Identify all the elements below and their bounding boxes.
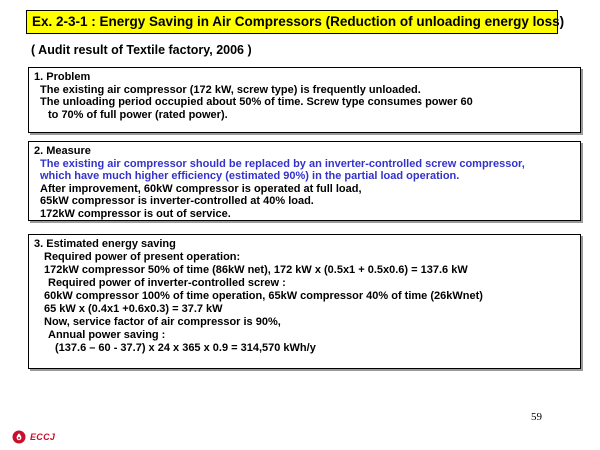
problem-line: The unloading period occupied about 50% of time. Screw type consumes power 60 xyxy=(40,96,473,108)
eccj-logo-icon xyxy=(12,430,26,444)
saving-heading: 3. Estimated energy saving xyxy=(34,238,176,250)
page-number: 59 xyxy=(531,411,542,423)
slide-title: Ex. 2-3-1 : Energy Saving in Air Compressors (Reduction of unloading energy loss) xyxy=(26,10,558,34)
measure-line: After improvement, 60kW compressor is operated at full load, xyxy=(40,182,362,195)
slide-subtitle: ( Audit result of Textile factory, 2006 ) xyxy=(31,43,252,57)
problem-line: The existing air compressor (172 kW, screw type) is frequently unloaded. xyxy=(40,83,421,96)
measure-highlight-line: The existing air compressor should be replaced by an inverter-controlled screw compressor, xyxy=(40,157,525,170)
saving-result-line: (137.6 – 60 - 37.7) x 24 x 365 x 0.9 = 314,570 kWh/y xyxy=(55,342,316,354)
saving-line: 172kW compressor 50% of time (86kW net), 172 kW x (0.5x1 + 0.5x0.6) = 137.6 kW xyxy=(44,264,468,276)
measure-highlight-line: which have much higher efficiency (estimated 90%) in the partial load operation. xyxy=(40,170,460,182)
saving-section xyxy=(28,234,581,369)
saving-line: Now, service factor of air compressor is 90%, xyxy=(44,316,281,328)
saving-line: 60kW compressor 100% of time operation, 65kW compressor 40% of time (26kWnet) xyxy=(44,290,483,302)
measure-line: 172kW compressor is out of service. xyxy=(40,207,231,220)
problem-section xyxy=(28,67,581,133)
measure-line: 65kW compressor is inverter-controlled at 40% load. xyxy=(40,195,314,207)
saving-line: 65 kW x (0.4x1 +0.6x0.3) = 37.7 kW xyxy=(44,303,223,315)
saving-line: Annual power saving : xyxy=(48,329,166,341)
saving-line: Required power of inverter-controlled screw : xyxy=(48,277,286,289)
problem-heading: 1. Problem xyxy=(34,71,91,83)
saving-line: Required power of present operation: xyxy=(44,251,241,263)
measure-heading: 2. Measure xyxy=(34,145,91,157)
logo-text: ECCJ xyxy=(30,432,56,442)
eccj-logo xyxy=(12,430,55,444)
measure-section xyxy=(28,141,581,221)
problem-line: to 70% of full power (rated power). xyxy=(48,108,228,121)
